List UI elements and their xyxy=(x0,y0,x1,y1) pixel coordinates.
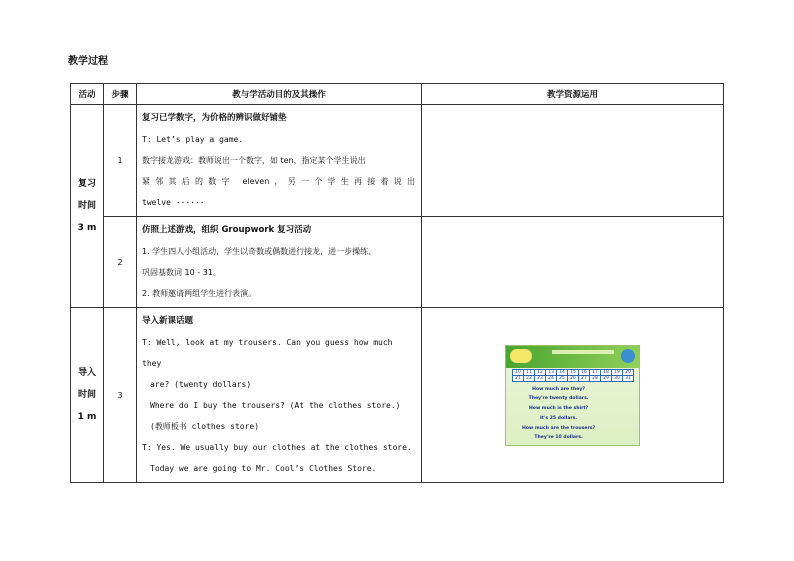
grid-number-cell: 27 xyxy=(579,375,590,381)
resource-cell xyxy=(422,308,724,483)
grid-number-cell: 17 xyxy=(590,369,601,375)
slide-line: They're twenty dollars. xyxy=(528,396,589,402)
header-activity: 活动 xyxy=(71,84,104,105)
globe-icon xyxy=(621,349,635,363)
step-title: 导入新课话题 xyxy=(142,316,194,326)
grid-number-cell: 16 xyxy=(579,369,590,375)
slide-line: They're 10 dollars. xyxy=(534,435,583,441)
slide-line: It's 25 dollars. xyxy=(540,415,578,421)
lesson-table xyxy=(70,83,724,483)
grid-number-cell: 31 xyxy=(623,375,634,381)
step-line: are? (twenty dollars) xyxy=(150,380,252,389)
grid-number-cell: 14 xyxy=(557,369,568,375)
step-line: Today we are going to Mr. Cool’s Clothes Store. xyxy=(150,464,377,473)
step-line: Where do I buy the trousers? (At the clothes store.) xyxy=(150,401,401,410)
header-row xyxy=(71,84,724,105)
grid-number-cell: 26 xyxy=(568,375,579,381)
step-line: 1. 学生四人小组活动，学生以奇数或偶数进行接龙，进一步操练、 xyxy=(142,247,377,256)
grid-number-cell: 18 xyxy=(601,369,612,375)
step-line: 数字接龙游戏：教师说出一个数字，如 ten，指定某个学生说出 xyxy=(142,156,366,165)
table-row xyxy=(71,217,724,308)
slide-line: How much are the trousers? xyxy=(522,425,596,431)
grid-number-cell: 13 xyxy=(546,369,557,375)
step-line: 巩固基数词 10 - 31。 xyxy=(142,268,221,277)
step-number: 3 xyxy=(104,308,137,483)
activity-review xyxy=(71,105,104,308)
header-step: 步骤 xyxy=(104,84,137,105)
slide-line: How much are they? xyxy=(532,386,585,392)
table-row xyxy=(71,308,724,483)
grid-number-cell: 25 xyxy=(557,375,568,381)
step-content xyxy=(137,105,422,217)
grid-number-cell: 30 xyxy=(612,375,623,381)
step-line: 2. 教师邀请两组学生进行表演。 xyxy=(142,289,257,298)
grid-number-cell: 23 xyxy=(535,375,546,381)
grid-number-cell: 10 xyxy=(513,369,524,375)
grid-number-cell: 19 xyxy=(612,369,623,375)
activity-time-label: 时间 xyxy=(77,390,96,400)
slide-line: How much is the shirt? xyxy=(528,406,589,412)
step-content xyxy=(137,308,422,483)
header-operation: 教与学活动目的及其操作 xyxy=(137,84,422,105)
grid-number-cell: 12 xyxy=(535,369,546,375)
grid-number-cell: 29 xyxy=(601,375,612,381)
activity-time-label: 时间 xyxy=(77,201,96,211)
grid-number-cell: 28 xyxy=(590,375,601,381)
slide-header xyxy=(506,346,639,368)
resource-cell xyxy=(422,105,724,217)
step-content xyxy=(137,217,422,308)
step-line: T: Yes. We usually buy our clothes at the clothes store. xyxy=(142,443,412,452)
grid-number-cell: 24 xyxy=(546,375,557,381)
grid-number-cell: 11 xyxy=(524,369,535,375)
grid-number-cell: 15 xyxy=(568,369,579,375)
activity-leadin xyxy=(71,308,104,483)
grid-number-cell: 20 xyxy=(623,369,634,375)
activity-time-value: 1 m xyxy=(77,412,97,422)
step-number: 2 xyxy=(104,217,137,308)
number-grid xyxy=(512,369,634,382)
step-line: T: Well, look at my trousers. Can you guess how much they xyxy=(142,338,393,368)
section-title: 教学过程 xyxy=(68,56,108,67)
step-title: 仿照上述游戏，组织 Groupwork 复习活动 xyxy=(142,225,312,235)
step-number: 1 xyxy=(104,105,137,217)
step-title: 复习已学数字，为价格的辨识做好铺垫 xyxy=(142,113,287,123)
grid-number-cell: 22 xyxy=(524,375,535,381)
courseware-slide-image xyxy=(505,345,640,446)
header-resources: 教学资源运用 xyxy=(422,84,724,105)
step-line: T: Let’s play a game. xyxy=(142,135,244,144)
resource-cell xyxy=(422,217,724,308)
slide-dialogue xyxy=(522,385,595,444)
activity-time-value: 3 m xyxy=(77,223,97,233)
step-line: 紧邻其后的数字 eleven，另一个学生再接着说出 xyxy=(142,177,415,186)
step-line: (教师板书 clothes store) xyxy=(150,422,260,431)
table-row xyxy=(71,105,724,217)
activity-name: 导入 xyxy=(77,368,96,378)
activity-name: 复习 xyxy=(77,179,96,189)
brand-logo-icon xyxy=(510,349,532,363)
grid-number-cell: 21 xyxy=(513,375,524,381)
slide-banner xyxy=(552,350,614,354)
step-line: twelve ······ xyxy=(142,198,205,207)
